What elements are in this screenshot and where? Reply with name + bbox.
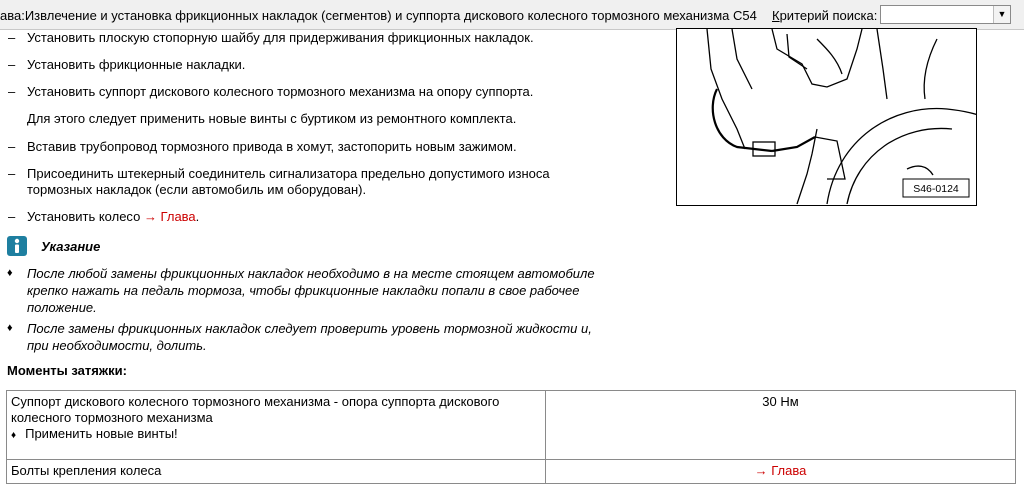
- table-row: [7, 391, 1016, 460]
- torque-table: [6, 390, 1016, 484]
- step-text-main: Установить колесо: [27, 209, 141, 224]
- row-bullet-line: [11, 426, 541, 444]
- chapter-link[interactable]: → Глава: [143, 209, 196, 224]
- row-text-line2: колесного тормозного механизма: [11, 410, 213, 425]
- info-glyph: [7, 236, 27, 256]
- step-subnote: Для этого следует применить новые винты с буртиком из ремонтного комплекта.: [27, 111, 517, 126]
- table-cell-description: [7, 391, 546, 460]
- dash-marker: –: [8, 209, 16, 224]
- note-line1: После любой замены фрикционных накладок необходимо в на месте стоящем автомобиле: [27, 266, 595, 281]
- dash-marker: –: [8, 57, 16, 72]
- criteria-accesskey: К: [772, 8, 780, 23]
- table-row: [7, 460, 1016, 484]
- search-criteria-label: [772, 8, 877, 23]
- brake-line: [772, 137, 815, 151]
- hub-detail: [907, 166, 933, 175]
- dash-marker: –: [8, 166, 16, 181]
- strut-outline: [707, 29, 745, 149]
- document-content: [0, 30, 1024, 488]
- row-bullet-text: Применить новые винты!: [25, 426, 178, 441]
- shield-edge: [877, 29, 887, 99]
- row-text-line1: Болты крепления колеса: [11, 463, 162, 478]
- window-title: ава:Извлечение и установка фрикционных накладок (сегментов) и суппорта дискового колесного тормозного механизма C54: [0, 8, 757, 23]
- note-line3: положение.: [27, 300, 97, 315]
- title-bar: [0, 0, 1024, 30]
- chevron-down-icon[interactable]: ▼: [993, 6, 1010, 23]
- criteria-label-text: ритерий поиска:: [779, 8, 878, 23]
- step-text-line2: тормозных накладок (если автомобиль им оборудован).: [27, 182, 367, 197]
- caliper-detail: [817, 39, 842, 74]
- step-text: Установить плоскую стопорную шайбу для придерживания фрикционных накладок.: [27, 30, 534, 45]
- step-text-end: .: [195, 209, 200, 224]
- caliper-drawing: [677, 29, 977, 206]
- table-cell-value: 30 Нм: [546, 391, 1016, 460]
- diamond-bullet-icon: ♦: [7, 267, 13, 279]
- caliper-outline: [772, 29, 862, 87]
- note-line2: крепко нажать на педаль тормоза, чтобы фрикционные накладки попали в свое рабочее: [27, 283, 580, 298]
- step-text-line1: Присоединить штекерный соединитель сигнализатора предельно допустимого износа: [27, 166, 550, 181]
- torque-title: Моменты затяжки:: [7, 363, 127, 378]
- figure-label: S46-0124: [913, 183, 959, 195]
- table-cell-description: [7, 460, 546, 484]
- step-text: Вставив трубопровод тормозного привода в хомут, застопорить новым зажимом.: [27, 139, 517, 154]
- strut-edge: [732, 29, 752, 89]
- table-cell-value: [546, 460, 1016, 484]
- diamond-bullet-icon: ♦: [11, 430, 17, 441]
- step-text: [27, 209, 199, 225]
- search-input[interactable]: [881, 6, 997, 22]
- brake-caliper-illustration: [676, 28, 977, 206]
- diamond-bullet-icon: ♦: [7, 322, 13, 334]
- chapter-link[interactable]: → Глава: [754, 463, 807, 478]
- note-line2: при необходимости, долить.: [27, 338, 207, 353]
- note-line1: После замены фрикционных накладок следует проверить уровень тормозной жидкости и,: [27, 321, 592, 336]
- shield-detail: [924, 39, 937, 99]
- step-text: Установить фрикционные накладки.: [27, 57, 246, 72]
- hose-bracket: [815, 137, 845, 179]
- search-combobox[interactable]: [880, 5, 1011, 24]
- caliper-detail: [787, 34, 807, 69]
- step-text: Установить суппорт дискового колесного тормозного механизма на опору суппорта.: [27, 84, 534, 99]
- info-icon: [7, 236, 27, 256]
- dash-marker: –: [8, 30, 16, 45]
- dash-marker: –: [8, 139, 16, 154]
- dash-marker: –: [8, 84, 16, 99]
- note-title: Указание: [41, 239, 101, 254]
- row-text-line1: Суппорт дискового колесного тормозного механизма - опора суппорта дискового: [11, 394, 500, 409]
